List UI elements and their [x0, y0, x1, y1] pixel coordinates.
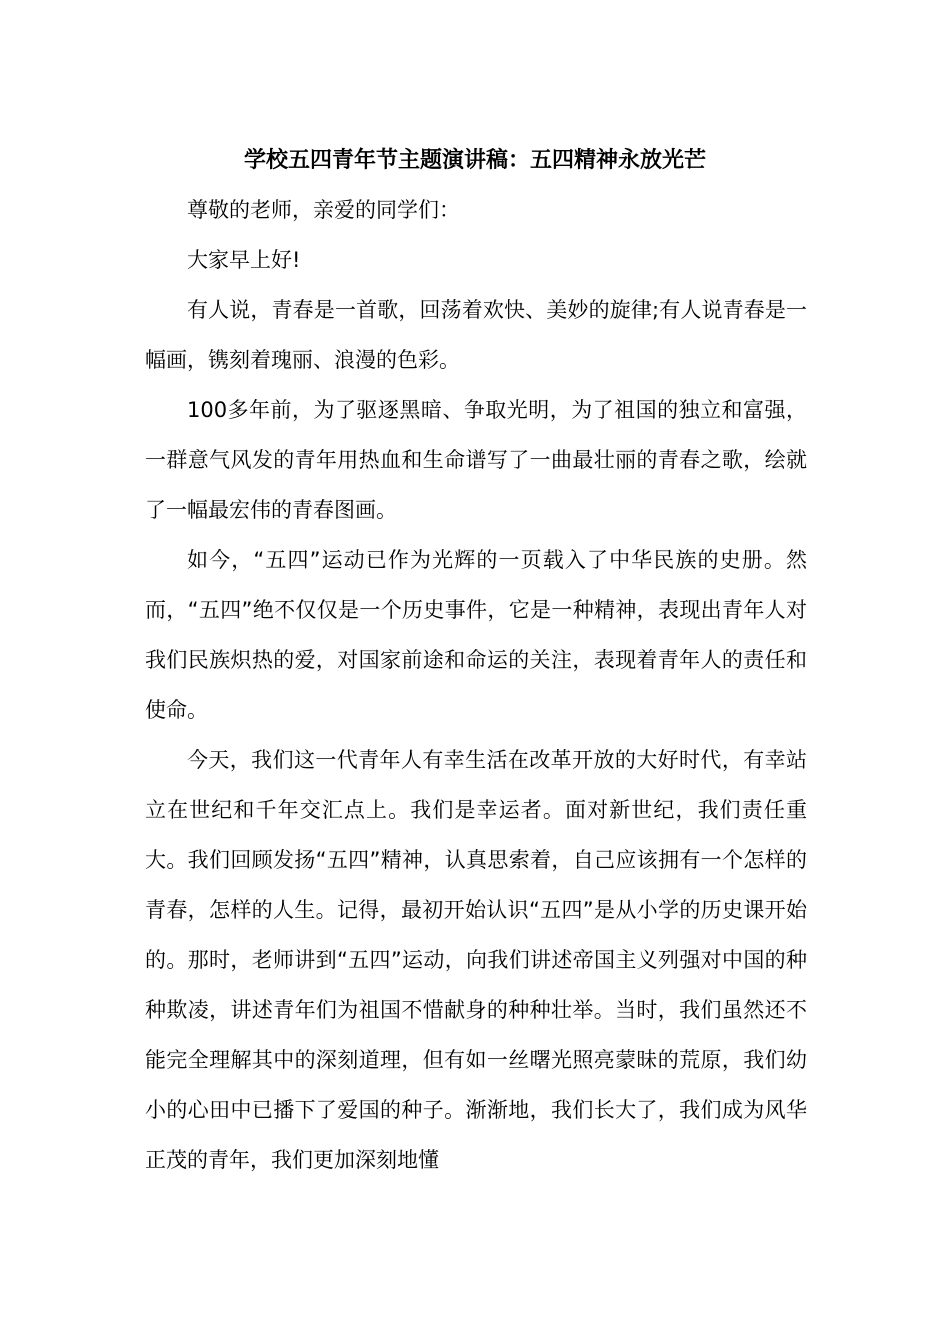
paragraph-may-fourth: 如今，“五四”运动已作为光辉的一页载入了中华民族的史册。然而，“五四”绝不仅仅是一个历史事件，它是一种精神，表现出青年人对我们民族炽热的爱，对国家前途和命运的关注，表现着青年人的责任和使命。	[145, 548, 807, 722]
paragraph-history: 100多年前，为了驱逐黑暗、争取光明，为了祖国的独立和富强，一群意气风发的青年用热血和生命谱写了一曲最壮丽的青春之歌，绘就了一幅最宏伟的青春图画。	[145, 398, 807, 522]
document-body	[145, 185, 807, 1185]
paragraph-youth-song: 有人说，青春是一首歌，回荡着欢快、美妙的旋律;有人说青春是一幅画，镌刻着瑰丽、浪漫的色彩。	[145, 298, 807, 372]
paragraph-morning: 大家早上好!	[187, 248, 301, 272]
paragraph-greeting: 尊敬的老师，亲爱的同学们：	[187, 198, 460, 222]
paragraph-today: 今天，我们这一代青年人有幸生活在改革开放的大好时代，有幸站立在世纪和千年交汇点上。我们是幸运者。面对新世纪，我们责任重大。我们回顾发扬“五四”精神，认真思索着，自己应该拥有一个怎样的青春，怎样的人生。记得，最初开始认识“五四”是从小学的历史课开始的。那时，老师讲到“五四”运动，向我们讲述帝国主义列强对中国的种种欺凌，讲述青年们为祖国不惜献身的种种壮举。当时，我们虽然还不能完全理解其中的深刻道理，但有如一丝曙光照亮蒙昧的荒原，我们幼小的心田中已播下了爱国的种子。渐渐地，我们长大了，我们成为风华正茂的青年，我们更加深刻地懂	[145, 748, 807, 1172]
document-title: 学校五四青年节主题演讲稿：五四精神永放光芒	[243, 148, 706, 173]
